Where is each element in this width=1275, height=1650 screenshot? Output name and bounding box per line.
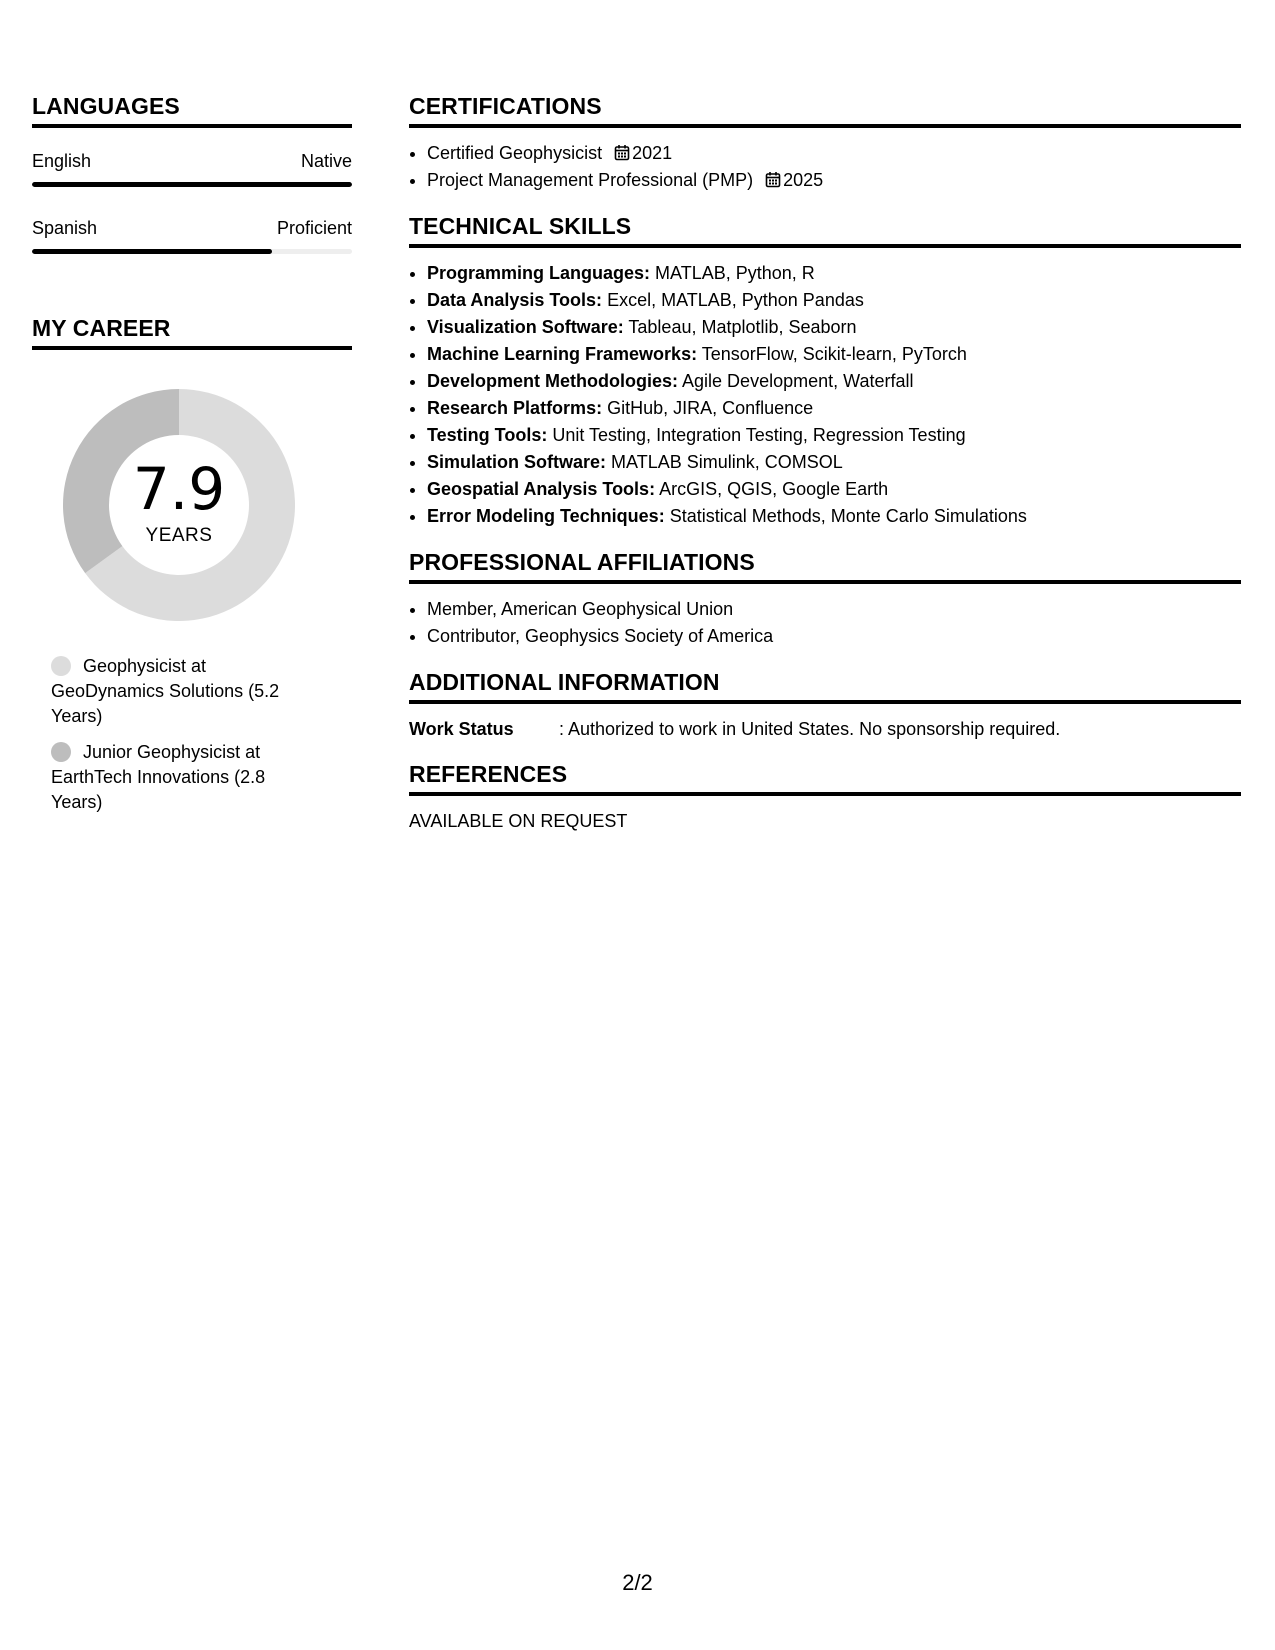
- legend-item: [51, 654, 301, 729]
- donut-center: [56, 382, 302, 628]
- languages-list: [32, 150, 352, 254]
- skill-category: Research Platforms:: [427, 398, 603, 418]
- affiliations-heading: PROFESSIONAL AFFILIATIONS: [409, 548, 1241, 584]
- language-item: [32, 217, 352, 254]
- certification-year: 2021: [632, 143, 673, 163]
- language-name: Spanish: [32, 218, 98, 238]
- skill-values: Unit Testing, Integration Testing, Regression Testing: [552, 425, 966, 445]
- skill-category: Data Analysis Tools:: [427, 290, 603, 310]
- career-total-unit: YEARS: [145, 525, 213, 546]
- skill-values: GitHub, JIRA, Confluence: [607, 398, 814, 418]
- skill-category: Programming Languages:: [427, 263, 651, 283]
- skill-category: Simulation Software:: [427, 452, 607, 472]
- skill-category: Testing Tools:: [427, 425, 548, 445]
- skill-values: TensorFlow, Scikit-learn, PyTorch: [701, 344, 967, 364]
- skill-category: Error Modeling Techniques:: [427, 506, 665, 526]
- skill-item: [427, 287, 1241, 314]
- skill-item: [427, 314, 1241, 341]
- skills-list: [409, 260, 1241, 530]
- skill-category: Development Methodologies:: [427, 371, 679, 391]
- affiliations-section: [409, 548, 1241, 650]
- career-total-years: 7.9: [132, 455, 226, 523]
- language-level: Native: [300, 151, 352, 171]
- affiliation-item: • Contributor, Geophysics Society of America: [427, 623, 1241, 650]
- career-legend: [51, 654, 301, 815]
- legend-dot-icon: [51, 742, 71, 762]
- skill-item: [427, 422, 1241, 449]
- skills-section: [409, 212, 1241, 530]
- certification-name: Certified Geophysicist: [427, 143, 603, 163]
- legend-label: Geophysicist at GeoDynamics Solutions (5.2 Years): [51, 656, 280, 726]
- skill-values: Agile Development, Waterfall: [682, 371, 914, 391]
- legend-dot-icon: [51, 656, 71, 676]
- certification-item: [427, 167, 1241, 194]
- skill-item: [427, 341, 1241, 368]
- work-status-label: Work Status: [409, 719, 514, 739]
- language-level-bar: [32, 249, 352, 254]
- career-donut-chart: [32, 372, 352, 632]
- career-section: [32, 314, 352, 815]
- page-number: 2/2: [622, 1570, 653, 1595]
- skill-item: [427, 395, 1241, 422]
- language-level: Proficient: [276, 218, 352, 238]
- skill-values: Tableau, Matplotlib, Seaborn: [628, 317, 857, 337]
- language-row: [32, 150, 352, 172]
- references-text: AVAILABLE ON REQUEST: [409, 811, 628, 831]
- skill-values: MATLAB, Python, R: [655, 263, 815, 283]
- career-heading: MY CAREER: [32, 314, 352, 350]
- skill-category: Geospatial Analysis Tools:: [427, 479, 656, 499]
- legend-item: [51, 740, 301, 815]
- skills-heading: TECHNICAL SKILLS: [409, 212, 1241, 248]
- skill-values: ArcGIS, QGIS, Google Earth: [659, 479, 889, 499]
- language-row: [32, 217, 352, 239]
- additional-section: [409, 668, 1241, 742]
- language-name: English: [32, 151, 92, 171]
- skill-values: Excel, MATLAB, Python Pandas: [607, 290, 864, 310]
- certifications-list: [409, 140, 1241, 194]
- languages-heading: LANGUAGES: [32, 92, 352, 128]
- legend-label: Junior Geophysicist at EarthTech Innovations (2.8 Years): [51, 742, 266, 812]
- skill-item: [427, 449, 1241, 476]
- language-level-bar: [32, 182, 352, 187]
- skill-category: Machine Learning Frameworks:: [427, 344, 698, 364]
- skill-category: Visualization Software:: [427, 317, 624, 337]
- language-level-fill: [32, 249, 272, 254]
- left-column: [32, 92, 352, 826]
- languages-section: [32, 92, 352, 254]
- skill-values: Statistical Methods, Monte Carlo Simulations: [669, 506, 1027, 526]
- work-status-value: : Authorized to work in United States. No sponsorship required.: [559, 719, 1061, 739]
- skill-item: [427, 368, 1241, 395]
- skill-item: [427, 503, 1241, 530]
- certifications-section: [409, 92, 1241, 194]
- work-status-row: [409, 716, 1241, 742]
- language-item: [32, 150, 352, 187]
- skill-item: [427, 260, 1241, 287]
- references-section: [409, 760, 1241, 834]
- certification-item: [427, 140, 1241, 167]
- language-level-fill: [32, 182, 352, 187]
- calendar-icon: [765, 171, 781, 188]
- certifications-heading: CERTIFICATIONS: [409, 92, 1241, 128]
- certification-name: Project Management Professional (PMP): [427, 170, 754, 190]
- affiliation-item: • Member, American Geophysical Union: [427, 596, 1241, 623]
- calendar-icon: [614, 144, 630, 161]
- additional-heading: ADDITIONAL INFORMATION: [409, 668, 1241, 704]
- certification-year: 2025: [783, 170, 824, 190]
- references-heading: REFERENCES: [409, 760, 1241, 796]
- right-column: [409, 92, 1241, 852]
- skill-values: MATLAB Simulink, COMSOL: [611, 452, 843, 472]
- affiliations-list: [409, 596, 1241, 650]
- skill-item: [427, 476, 1241, 503]
